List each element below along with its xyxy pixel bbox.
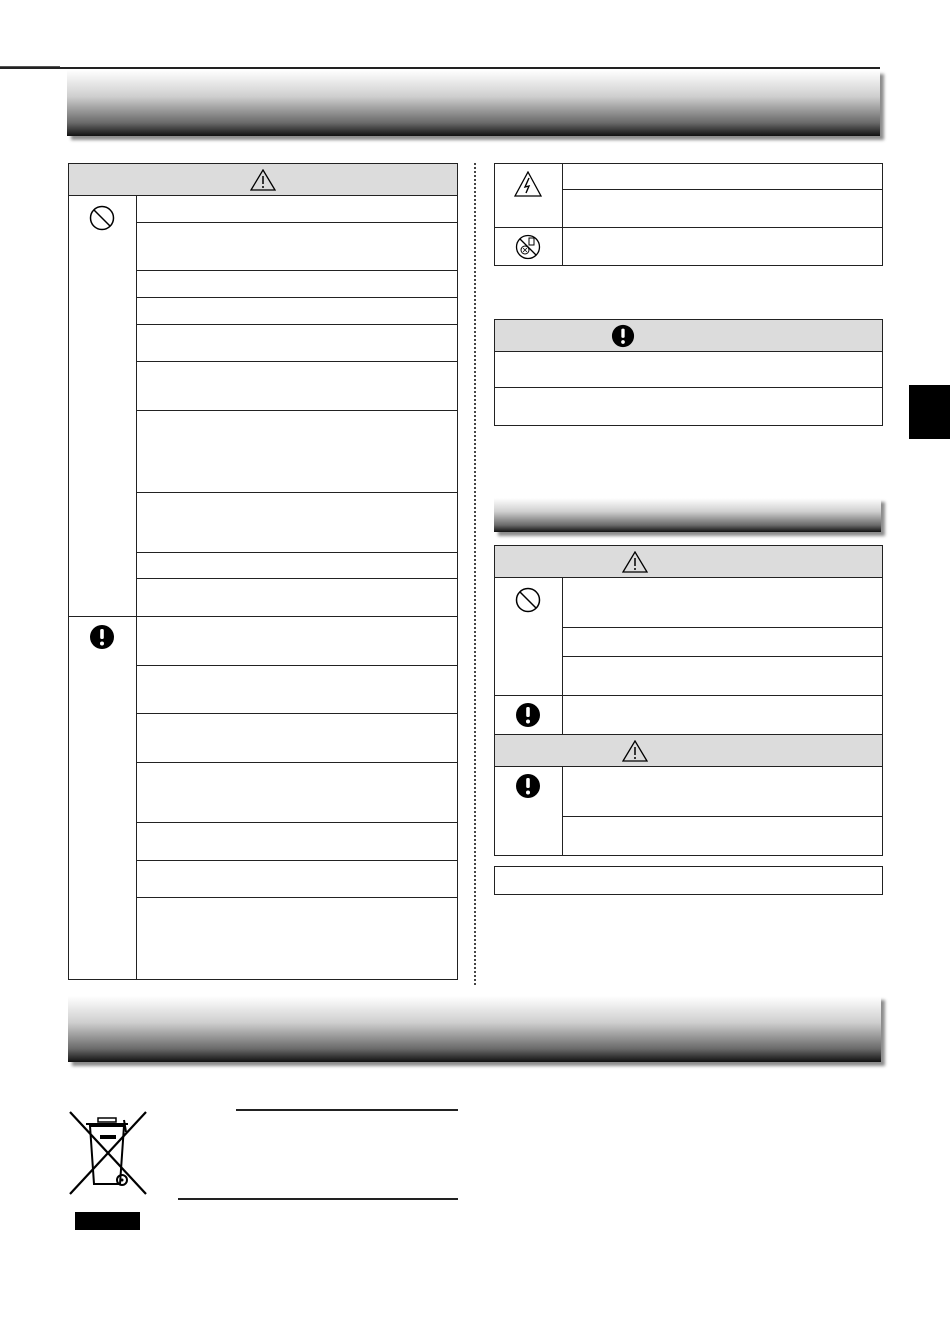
table-row [136, 222, 458, 223]
mandatory-exclamation-icon [89, 624, 115, 650]
table-row [562, 816, 883, 817]
table-row [136, 578, 458, 579]
table-row [494, 695, 883, 696]
table-row [136, 665, 458, 666]
disposal-label-bar [75, 1212, 140, 1230]
warning-table [68, 195, 458, 980]
caution-table-2 [494, 766, 883, 856]
table-row [494, 387, 883, 388]
crossed-out-bin-icon [66, 1108, 150, 1200]
warning-table-group-divider [68, 616, 458, 617]
mandatory-exclamation-icon [515, 773, 541, 799]
table-row [136, 410, 458, 411]
section-banner-sub [494, 498, 881, 532]
warning-table-icon-column-divider [136, 195, 137, 980]
mandatory-exclamation-icon [515, 702, 541, 728]
section-banner-safety [67, 70, 880, 136]
note-box [494, 866, 883, 895]
table-row [562, 627, 883, 628]
section-banner-disposal [68, 996, 881, 1062]
chapter-tab[interactable] [909, 385, 950, 439]
prohibition-icon [88, 204, 116, 232]
table-row [136, 324, 458, 325]
table-row [136, 361, 458, 362]
disposal-rule-top [236, 1109, 458, 1111]
no-water-icon [514, 233, 542, 261]
mandatory-table [494, 351, 883, 426]
table-row [136, 492, 458, 493]
prohibition-icon [514, 586, 542, 614]
warning-triangle-icon [622, 740, 648, 762]
table-row [136, 822, 458, 823]
table-row [136, 762, 458, 763]
caution-header-2 [494, 734, 883, 767]
warning-triangle-icon [622, 551, 648, 573]
column-separator [474, 163, 476, 985]
warning-header [68, 163, 458, 196]
disposal-rule-bottom [178, 1198, 458, 1200]
table-row [136, 552, 458, 553]
table-row [562, 656, 883, 657]
table-row [136, 270, 458, 271]
mandatory-header [494, 319, 883, 352]
caution-table-2-icon-column-divider [562, 766, 563, 856]
table-row [136, 897, 458, 898]
table-row [136, 860, 458, 861]
table-row [136, 297, 458, 298]
hazard-table-icon-column-divider [562, 163, 563, 266]
warning-triangle-icon [250, 169, 276, 191]
table-row [136, 713, 458, 714]
electric-shock-icon [514, 170, 542, 198]
hazard-table [494, 163, 883, 266]
mandatory-exclamation-icon [611, 324, 635, 348]
caution-header [494, 545, 883, 578]
table-row [494, 227, 883, 228]
top-rule [0, 67, 880, 69]
table-row [562, 189, 883, 190]
